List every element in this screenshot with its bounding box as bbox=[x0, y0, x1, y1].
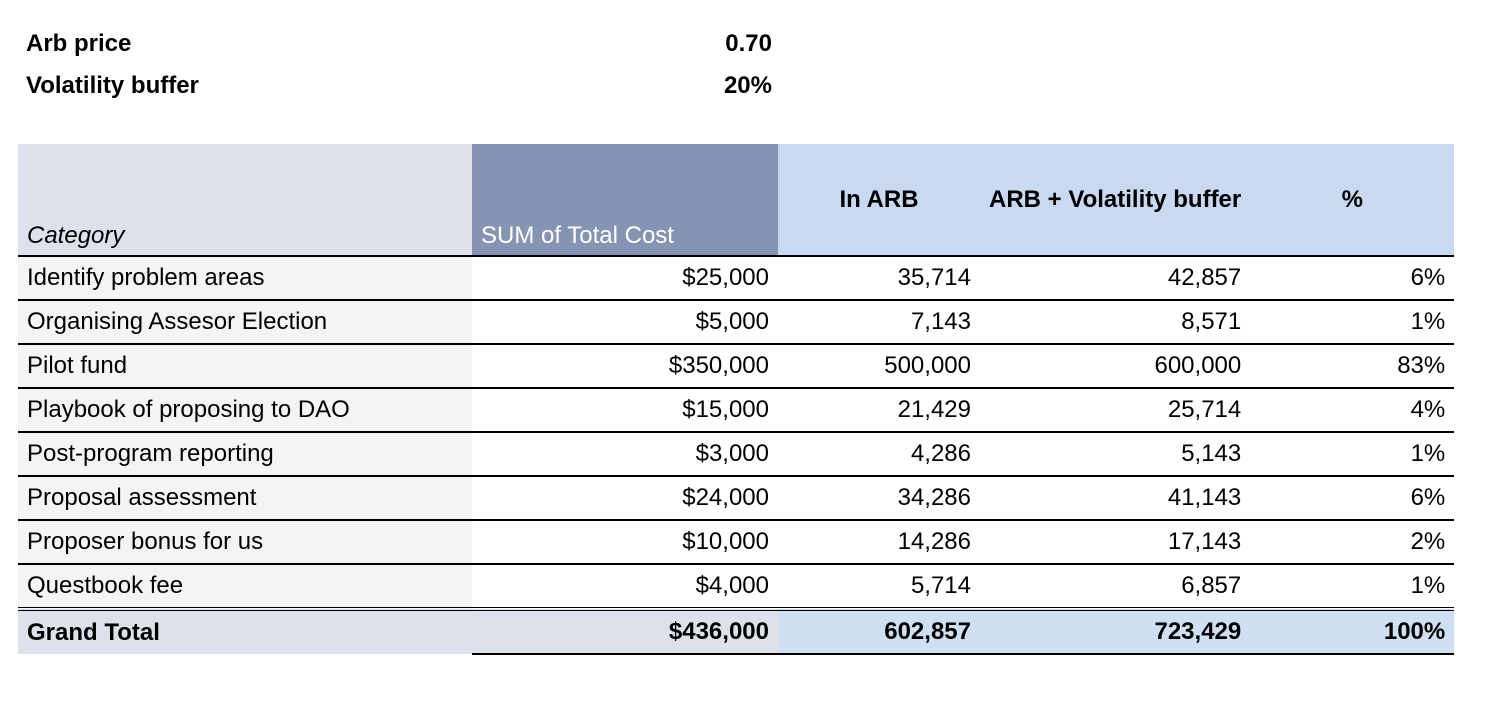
cell-percent[interactable]: 83% bbox=[1250, 344, 1454, 388]
cell-arb-volatility[interactable]: 41,143 bbox=[980, 476, 1250, 520]
cell-category[interactable]: Proposal assessment bbox=[18, 476, 472, 520]
grand-total-cost[interactable]: $436,000 bbox=[472, 609, 778, 654]
arb-price-value[interactable]: 0.70 bbox=[725, 30, 772, 57]
cell-arb-volatility[interactable]: 600,000 bbox=[980, 344, 1250, 388]
cell-arb-volatility[interactable]: 25,714 bbox=[980, 388, 1250, 432]
arb-price-row bbox=[26, 22, 772, 62]
cell-percent[interactable]: 1% bbox=[1250, 432, 1454, 476]
cell-percent[interactable]: 2% bbox=[1250, 520, 1454, 564]
cell-arb-volatility[interactable]: 6,857 bbox=[980, 564, 1250, 609]
cell-category[interactable]: Organising Assesor Election bbox=[18, 300, 472, 344]
header-sum-total-cost[interactable]: SUM of Total Cost bbox=[472, 144, 778, 256]
table-row bbox=[18, 256, 1454, 300]
table-row bbox=[18, 520, 1454, 564]
arb-price-label: Arb price bbox=[26, 30, 132, 57]
cell-total-cost[interactable]: $4,000 bbox=[472, 564, 778, 609]
cell-category[interactable]: Questbook fee bbox=[18, 564, 472, 609]
cell-in-arb[interactable]: 500,000 bbox=[778, 344, 980, 388]
cell-percent[interactable]: 1% bbox=[1250, 300, 1454, 344]
cell-category[interactable]: Identify problem areas bbox=[18, 256, 472, 300]
header-in-arb[interactable]: In ARB bbox=[778, 144, 980, 256]
cell-total-cost[interactable]: $350,000 bbox=[472, 344, 778, 388]
cell-in-arb[interactable]: 4,286 bbox=[778, 432, 980, 476]
grand-total-row bbox=[18, 609, 1454, 654]
cell-total-cost[interactable]: $24,000 bbox=[472, 476, 778, 520]
table-row bbox=[18, 388, 1454, 432]
cell-arb-volatility[interactable]: 17,143 bbox=[980, 520, 1250, 564]
cell-total-cost[interactable]: $10,000 bbox=[472, 520, 778, 564]
cell-percent[interactable]: 1% bbox=[1250, 564, 1454, 609]
grand-total-percent[interactable]: 100% bbox=[1250, 609, 1454, 654]
cell-category[interactable]: Post-program reporting bbox=[18, 432, 472, 476]
cell-category[interactable]: Proposer bonus for us bbox=[18, 520, 472, 564]
volatility-buffer-label: Volatility buffer bbox=[26, 72, 199, 99]
cell-in-arb[interactable]: 34,286 bbox=[778, 476, 980, 520]
cell-in-arb[interactable]: 7,143 bbox=[778, 300, 980, 344]
volatility-buffer-row bbox=[26, 64, 772, 104]
cell-in-arb[interactable]: 5,714 bbox=[778, 564, 980, 609]
table-row bbox=[18, 476, 1454, 520]
grand-total-arb-volatility[interactable]: 723,429 bbox=[980, 609, 1250, 654]
cell-percent[interactable]: 6% bbox=[1250, 256, 1454, 300]
cell-category[interactable]: Pilot fund bbox=[18, 344, 472, 388]
table-row bbox=[18, 564, 1454, 609]
cell-in-arb[interactable]: 35,714 bbox=[778, 256, 980, 300]
cell-total-cost[interactable]: $5,000 bbox=[472, 300, 778, 344]
table-row bbox=[18, 432, 1454, 476]
pivot-table bbox=[18, 144, 1454, 655]
volatility-buffer-value[interactable]: 20% bbox=[723, 72, 772, 99]
header-category[interactable]: Category bbox=[18, 144, 472, 256]
cell-arb-volatility[interactable]: 5,143 bbox=[980, 432, 1250, 476]
cell-arb-volatility[interactable]: 8,571 bbox=[980, 300, 1250, 344]
cell-percent[interactable]: 6% bbox=[1250, 476, 1454, 520]
table-row bbox=[18, 344, 1454, 388]
cell-in-arb[interactable]: 21,429 bbox=[778, 388, 980, 432]
header-arb-volatility-buffer[interactable]: ARB + Volatility buffer bbox=[980, 144, 1250, 256]
header-row bbox=[18, 144, 1454, 256]
table-row bbox=[18, 300, 1454, 344]
cell-total-cost[interactable]: $15,000 bbox=[472, 388, 778, 432]
grand-total-in-arb[interactable]: 602,857 bbox=[778, 609, 980, 654]
grand-total-label[interactable]: Grand Total bbox=[18, 609, 472, 654]
cell-percent[interactable]: 4% bbox=[1250, 388, 1454, 432]
cell-category[interactable]: Playbook of proposing to DAO bbox=[18, 388, 472, 432]
cell-total-cost[interactable]: $3,000 bbox=[472, 432, 778, 476]
cell-total-cost[interactable]: $25,000 bbox=[472, 256, 778, 300]
header-percent[interactable]: % bbox=[1250, 144, 1454, 256]
cell-arb-volatility[interactable]: 42,857 bbox=[980, 256, 1250, 300]
cell-in-arb[interactable]: 14,286 bbox=[778, 520, 980, 564]
